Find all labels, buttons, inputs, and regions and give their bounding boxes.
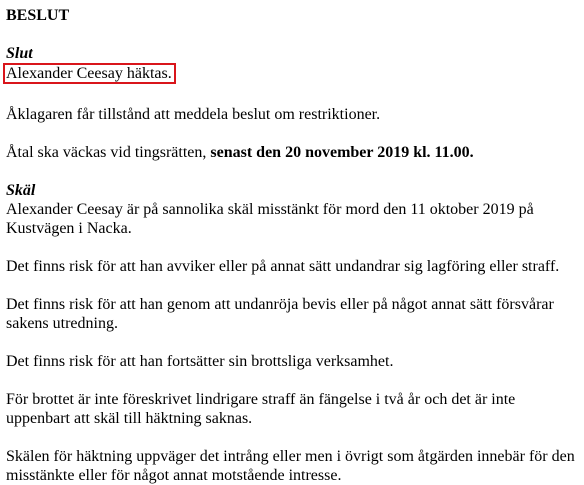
skal-heading: Skäl [6, 182, 36, 199]
skal-paragraph-reoffense-risk: Det finns risk för att han fortsätter sin brottsliga verksamhet. [6, 353, 394, 370]
prosecution-prefix: Åtal ska väckas vid tingsrätten, [6, 144, 211, 161]
prosecution-deadline: senast den 20 november 2019 kl. 11.00. [210, 144, 474, 161]
document-title: BESLUT [6, 7, 70, 24]
restrictions-paragraph: Åklagaren får tillstånd att meddela beslut om restriktioner. [6, 106, 381, 123]
skal-paragraph-evidence-risk: Det finns risk för att han genom att undanröja bevis eller på något annat sätt försvårar sakens utredning. [6, 296, 554, 332]
skal-paragraph-proportionality: Skälen för häktning uppväger det intrång eller men i övrigt som åtgärden innebär för den misstänkte eller för något annat motstående intresse. [6, 448, 575, 484]
prosecution-paragraph [6, 143, 580, 162]
skal-paragraph-flight-risk: Det finns risk för att han avviker eller på annat sätt undandrar sig lagföring eller straff. [6, 258, 560, 275]
slut-heading: Slut [6, 45, 33, 62]
highlighted-decision: Alexander Ceesay häktas. [3, 63, 176, 84]
decision-line [6, 63, 580, 84]
decision-document [6, 6, 580, 485]
skal-paragraph-penalty: För brottet är inte föreskrivet lindrigare straff än fängelse i två år och det är inte uppenbart att skäl till häktning saknas. [6, 391, 516, 427]
skal-paragraph-suspicion: Alexander Ceesay är på sannolika skäl misstänkt för mord den 11 oktober 2019 på Kustvägen i Nacka. [6, 201, 534, 237]
